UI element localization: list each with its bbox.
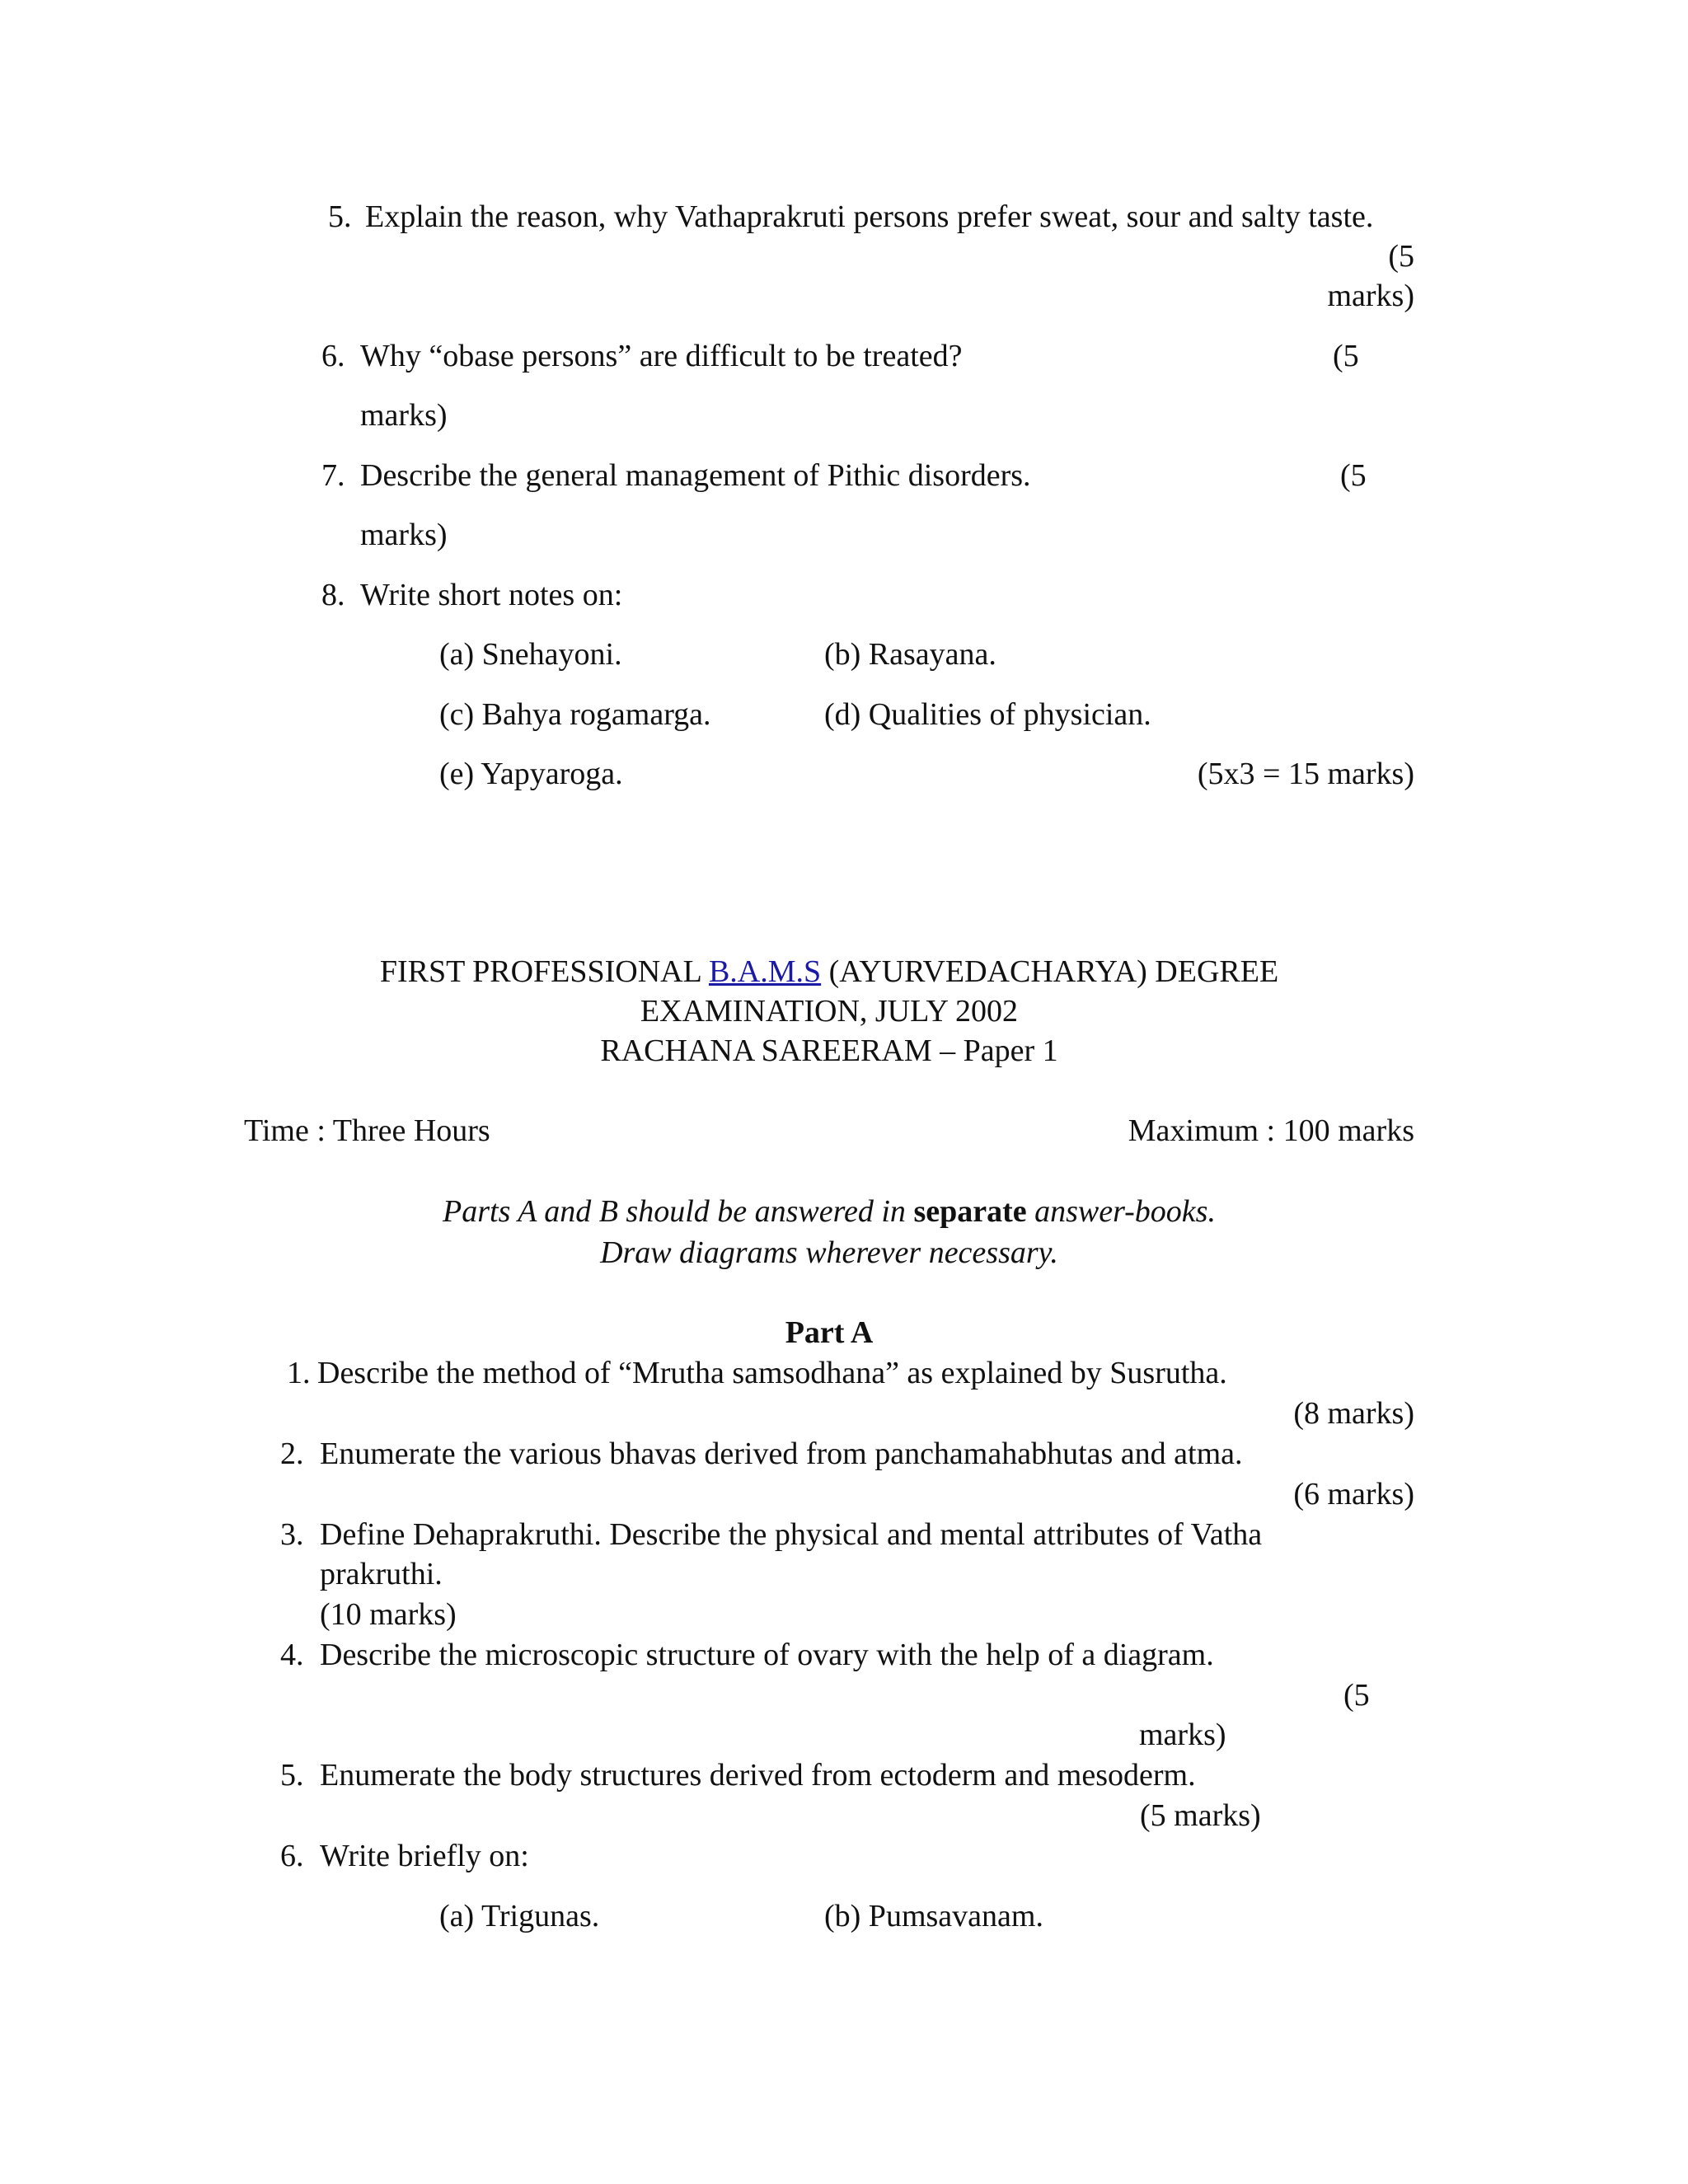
question-number: 5.: [280, 1758, 304, 1793]
question-text: Enumerate the various bhavas derived from panchamahabhutas and atma.: [320, 1436, 1243, 1471]
question-number: 8.: [321, 578, 345, 612]
exam-title-line-2: EXAMINATION, JULY 2002: [640, 994, 1019, 1029]
question-text: Write briefly on:: [320, 1839, 529, 1873]
question-number: 7.: [321, 458, 345, 493]
marks-label: marks): [1139, 1718, 1226, 1752]
question-text: prakruthi.: [320, 1557, 443, 1591]
instruction-line-2: Draw diagrams wherever necessary.: [600, 1235, 1058, 1270]
sub-item: (a) Snehayoni.: [439, 637, 622, 672]
sub-item: (a) Trigunas.: [439, 1899, 600, 1933]
exam-title-prefix: FIRST PROFESSIONAL: [379, 954, 709, 989]
question-number: 4.: [280, 1638, 304, 1672]
instruction-text: answer-books.: [1026, 1194, 1216, 1229]
question-number: 2.: [280, 1436, 304, 1471]
marks-label: marks): [360, 398, 448, 433]
marks-label: marks): [1327, 279, 1414, 313]
marks-label: (5: [1333, 339, 1359, 373]
maximum-marks: Maximum : 100 marks: [1128, 1113, 1414, 1148]
marks-label: (5: [1343, 1678, 1370, 1713]
question-number: 6.: [280, 1839, 304, 1873]
instruction-emphasis: separate: [913, 1194, 1027, 1229]
exam-title-line-3: RACHANA SAREERAM – Paper 1: [600, 1033, 1058, 1068]
question-number: 5.: [328, 199, 352, 234]
bams-link[interactable]: B.A.M.S: [708, 954, 822, 989]
marks-label: (5x3 = 15 marks): [1197, 757, 1414, 791]
question-text: Enumerate the body structures derived from ectoderm and mesoderm.: [320, 1758, 1196, 1793]
marks-label: (8 marks): [1293, 1396, 1414, 1431]
question-text: Describe the method of “Mrutha samsodhana” as explained by Susrutha.: [317, 1356, 1227, 1390]
marks-label: marks): [360, 518, 448, 552]
marks-label: (6 marks): [1293, 1477, 1414, 1511]
marks-label: (5: [1340, 458, 1367, 493]
sub-item: (d) Qualities of physician.: [824, 697, 1151, 732]
exam-title-line-1: [0, 956, 1658, 987]
exam-duration: Time : Three Hours: [244, 1113, 490, 1148]
part-a-title: Part A: [785, 1315, 874, 1350]
question-text: Explain the reason, why Vathaprakruti persons prefer sweat, sour and salty taste.: [365, 199, 1374, 234]
question-text: Define Dehaprakruthi. Describe the physical and mental attributes of Vatha: [320, 1517, 1263, 1552]
question-number: 3.: [280, 1517, 304, 1552]
sub-item: (e) Yapyaroga.: [439, 757, 623, 791]
question-text: Why “obase persons” are difficult to be treated?: [360, 339, 963, 373]
sub-item: (c) Bahya rogamarga.: [439, 697, 711, 732]
instruction-text: Parts A and B should be answered in: [443, 1194, 914, 1229]
question-text: Describe the microscopic structure of ovary with the help of a diagram.: [320, 1638, 1214, 1672]
sub-item: (b) Rasayana.: [824, 637, 996, 672]
question-number: 1.: [287, 1356, 311, 1390]
instruction-line-1: [0, 1196, 1658, 1227]
exam-title-suffix: (AYURVEDACHARYA) DEGREE: [821, 954, 1279, 989]
marks-label: (5 marks): [1140, 1798, 1261, 1833]
question-text: Write short notes on:: [360, 578, 623, 612]
sub-item: (b) Pumsavanam.: [824, 1899, 1043, 1933]
question-text: Describe the general management of Pithic disorders.: [360, 458, 1031, 493]
question-number: 6.: [321, 339, 345, 373]
marks-label: (5: [1388, 239, 1414, 274]
marks-label: (10 marks): [320, 1597, 457, 1632]
